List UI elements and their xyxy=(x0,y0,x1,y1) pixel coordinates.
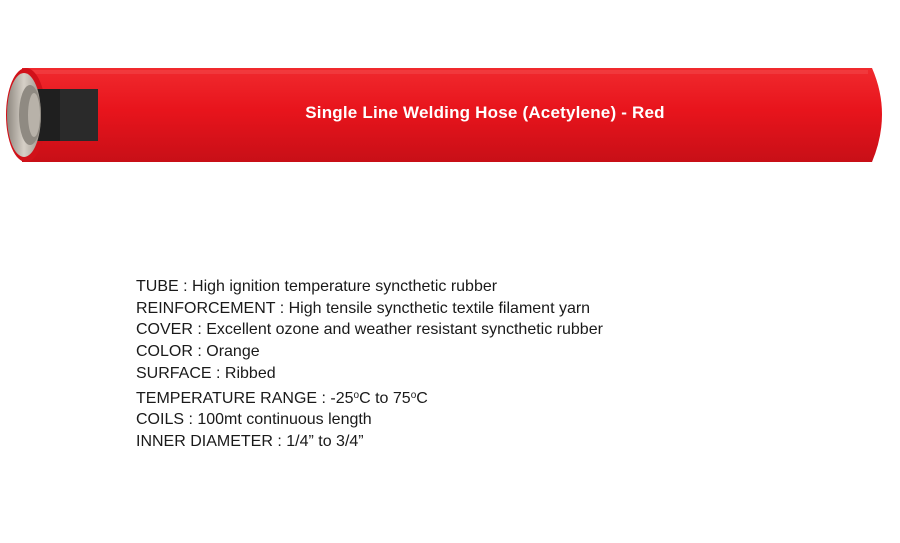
spec-value xyxy=(330,390,427,407)
spec-label: COLOR xyxy=(136,343,193,361)
spec-value: High tensile syncthetic textile filament yarn xyxy=(288,299,591,317)
degree-mark: o xyxy=(353,389,360,401)
spec-item-reinforcement: REINFORCEMENT : High tensile syncthetic textile filament yarn xyxy=(136,299,591,317)
temp-min: -25 xyxy=(330,389,354,407)
spec-label: REINFORCEMENT xyxy=(136,299,276,317)
spec-value: High ignition temperature syncthetic rubber xyxy=(192,278,498,295)
spec-label: TEMPERATURE RANGE xyxy=(136,389,318,407)
spec-item-coils: COILS : 100mt continuous length xyxy=(136,411,372,429)
hose-highlight xyxy=(30,70,868,74)
spec-label: COVER xyxy=(136,321,193,339)
spec-label: INNER DIAMETER xyxy=(136,432,273,450)
hose-illustration xyxy=(0,0,900,200)
spec-label: TUBE xyxy=(136,278,179,295)
hose-graphic xyxy=(0,0,900,200)
hose-title: Single Line Welding Hose (Acetylene) - Red xyxy=(305,103,665,122)
spec-label: SURFACE xyxy=(136,364,212,382)
spec-label: COILS xyxy=(136,411,185,429)
spec-value: 1/4” to 3/4” xyxy=(286,432,364,450)
spec-value: Orange xyxy=(206,343,260,361)
spec-value: 100mt continuous length xyxy=(197,411,372,429)
temp-unit-to-max: C to 75 xyxy=(359,389,411,407)
hose-end-bore-inner xyxy=(28,93,40,137)
spec-item-color: COLOR : Orange xyxy=(136,343,260,361)
spec-value: Excellent ozone and weather resistant syncthetic rubber xyxy=(206,321,603,339)
spec-item-inner-diameter: INNER DIAMETER : 1/4” to 3/4” xyxy=(136,432,364,450)
degree-mark: o xyxy=(410,389,417,401)
spec-item-temperature-range: TEMPERATURE RANGE : -25$^o$C to 75$^o$C xyxy=(136,389,428,407)
spec-item-tube: TUBE : High ignition temperature syncthetic rubber xyxy=(136,278,498,295)
hose-reinforcement xyxy=(60,89,98,141)
spec-item-cover: COVER : Excellent ozone and weather resistant syncthetic rubber xyxy=(136,321,603,339)
temp-unit: C xyxy=(416,389,428,407)
spec-value: Ribbed xyxy=(224,364,276,382)
spec-list xyxy=(136,276,603,453)
spec-item-surface: SURFACE : Ribbed xyxy=(136,364,276,382)
